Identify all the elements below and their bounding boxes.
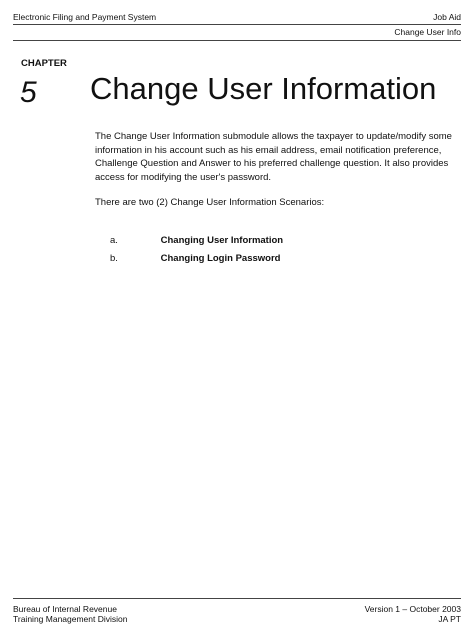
- header-system-name: Electronic Filing and Payment System: [13, 12, 157, 22]
- header-doc-type: Job Aid: [433, 12, 461, 22]
- footer-version: Version 1 – October 2003: [364, 604, 461, 614]
- list-item-label: Changing Login Password: [160, 253, 281, 264]
- chapter-label: CHAPTER: [21, 58, 67, 69]
- list-item-marker: a.: [110, 235, 118, 246]
- footer-divider: [13, 598, 461, 599]
- footer-org-line-2: Training Management Division: [13, 614, 128, 624]
- intro-paragraph: The Change User Information submodule allows the taxpayer to update/modify some information in his account such as his email address, email notification preference, Challenge Question and Answer to his preferred challenge question. It also provides access for modifying the user's password.: [95, 131, 452, 183]
- header-section: Change User Info: [394, 27, 461, 37]
- footer-organization: [13, 604, 128, 624]
- header-divider-2: [13, 40, 461, 41]
- list-item: [110, 253, 280, 264]
- header-divider: [13, 24, 461, 25]
- footer-version-block: [365, 604, 461, 624]
- list-item-label: Changing User Information: [160, 235, 284, 246]
- chapter-number: 5: [20, 76, 37, 109]
- footer-code: JA PT: [438, 614, 461, 624]
- footer-org-line-1: Bureau of Internal Revenue: [13, 604, 117, 614]
- chapter-title: Change User Information: [90, 71, 437, 106]
- list-item-marker: b.: [110, 253, 118, 264]
- list-item: [110, 235, 283, 246]
- scenarios-intro: There are two (2) Change User Information Scenarios:: [95, 197, 325, 208]
